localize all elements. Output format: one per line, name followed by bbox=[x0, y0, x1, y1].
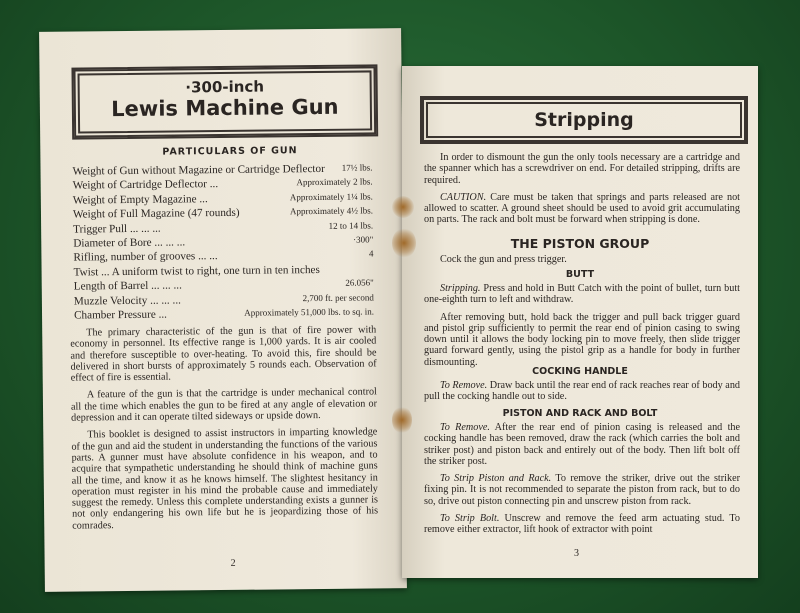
cocking-label: To Remove. bbox=[440, 380, 488, 391]
butt-label: Stripping. bbox=[440, 283, 481, 294]
strip-piston-text: To remove the striker, drive out the striker fixing pin. It is not recommended to separate the piston from rack, but to do so, drive out piston connecting pin and unscrew piston from rack. bbox=[424, 473, 740, 507]
strip-bolt-para bbox=[424, 513, 740, 536]
cocking-para bbox=[424, 380, 740, 403]
spec-value: 26.056" bbox=[345, 277, 374, 288]
title-line-1: ·300-inch bbox=[185, 77, 265, 97]
strip-piston-label: To Strip Piston and Rack. bbox=[440, 473, 552, 485]
cock-text: Cock the gun and press trigger. bbox=[440, 254, 567, 265]
spec-label: Trigger Pull ... ... ... bbox=[73, 222, 161, 236]
spec-value: Approximately 2 lbs. bbox=[296, 176, 373, 188]
spec-value: Approximately 4½ lbs. bbox=[289, 205, 374, 217]
right-body-top bbox=[424, 152, 740, 232]
stripping-title: Stripping bbox=[534, 109, 634, 131]
spec-label: Weight of Full Magazine (47 rounds) bbox=[72, 206, 240, 221]
strip-piston-para bbox=[424, 473, 740, 507]
intro-para: In order to dismount the gun the only tools necessary are a cartridge and the spanner which has a screwdriver on end. For detailed stripping, drifts are required. bbox=[424, 152, 740, 186]
left-title-box bbox=[73, 66, 376, 137]
specs-table bbox=[72, 162, 374, 323]
spec-value: Approximately 51,000 lbs. to sq. in. bbox=[244, 306, 375, 318]
left-page-number: 2 bbox=[230, 557, 236, 569]
spec-value: 2,700 ft. per second bbox=[302, 291, 374, 303]
right-title-box bbox=[422, 98, 746, 142]
spec-label: Diameter of Bore ... ... ... bbox=[73, 236, 186, 250]
caution-text: Care must be taken that springs and parts released are not allowed to scatter. A ground sheet should be used to avoid grit accumulating on parts. The rack and bolt must be forward when stripping is done. bbox=[424, 191, 741, 226]
pr-text: After the rear end of pinion casing is released and the cocking handle has been removed, draw the rack (which carries the bolt and striker post) and piston back and entirely out of the body. Then lift bolt off the striker post. bbox=[424, 422, 741, 467]
spec-label: Weight of Empty Magazine ... bbox=[72, 192, 208, 207]
rust-stain bbox=[392, 406, 412, 434]
cocking-section bbox=[424, 380, 740, 409]
piston-rack-section bbox=[424, 422, 740, 542]
spec-row bbox=[74, 306, 374, 324]
rust-stain bbox=[392, 228, 416, 258]
piston-group-heading: THE PISTON GROUP bbox=[510, 236, 650, 251]
cocking-text: Draw back until the rear end of rack reaches rear of body and pull the cocking handle out to side. bbox=[424, 380, 741, 403]
spec-label: Weight of Cartridge Deflector ... bbox=[72, 178, 219, 192]
left-body bbox=[70, 324, 378, 537]
butt-section bbox=[424, 283, 740, 374]
butt-heading: BUTT bbox=[565, 269, 595, 280]
para-3: This booklet is designed to assist instructors in imparting knowledge of the gun and aid the student in understanding the functions of the various parts. A gunner must have absolute confidence in his weapon, and to acquire that sympathetic understanding he should think of machine guns all the time, and know it as he knows himself. The slightest hesitancy in operation must register in his mind the probable cause and immediately suggest the remedy. Unless this complete understanding exists a gunner is not only endangering his own life but he is jeopardizing those of his comrades. bbox=[71, 426, 379, 532]
spec-value: ·300" bbox=[353, 234, 374, 245]
title-line-2: Lewis Machine Gun bbox=[111, 94, 339, 122]
spec-label: Muzzle Velocity ... ... ... bbox=[73, 293, 181, 308]
caution-label: CAUTION. bbox=[440, 191, 487, 203]
pr-label: To Remove. bbox=[440, 422, 490, 433]
spec-value: Approximately 1¼ lbs. bbox=[289, 191, 373, 203]
spec-label: Rifling, number of grooves ... ... bbox=[73, 250, 218, 264]
cocking-handle-heading: COCKING HANDLE bbox=[532, 366, 628, 377]
right-page-number: 3 bbox=[574, 548, 579, 559]
butt-para bbox=[424, 283, 740, 306]
spec-label: Weight of Gun without Magazine or Cartridge Deflector bbox=[72, 162, 325, 178]
rust-stain bbox=[392, 196, 414, 218]
left-page bbox=[39, 28, 407, 592]
strip-bolt-text: Unscrew and remove the feed arm actuating stud. To remove either extractor, lift hook of extractor with point bbox=[424, 513, 740, 536]
particulars-heading: PARTICULARS OF GUN bbox=[162, 145, 298, 158]
spec-label: Chamber Pressure ... bbox=[73, 308, 168, 322]
butt-text: Press and hold in Butt Catch with the point of bullet, turn butt one-eighth turn to left and withdraw. bbox=[424, 283, 740, 306]
para-2: A feature of the gun is that the cartridge is under mechanical control all the time which enables the gun to be fired at any angle of elevation or depression and it can operate tilted sideways or upside down. bbox=[70, 386, 378, 424]
strip-bolt-label: To Strip Bolt. bbox=[440, 513, 500, 525]
piston-rack-heading: PISTON AND RACK AND BOLT bbox=[502, 408, 658, 419]
spec-value: 12 to 14 lbs. bbox=[328, 219, 374, 231]
spec-label: Twist ... A uniform twist to right, one turn in ten inches bbox=[73, 263, 320, 279]
spec-label: Length of Barrel ... ... ... bbox=[73, 279, 182, 293]
right-page bbox=[402, 66, 758, 578]
caution-para bbox=[424, 192, 740, 226]
spec-value: 4 bbox=[368, 248, 374, 259]
butt-para-2: After removing butt, hold back the trigger and pull back trigger guard and pistol grip sufficiently to permit the rear end of pinion casing to swing down until it allows the body locking pin to move freely, then slide trigger guard forward gently, using the pistol grip as a handle for body in further dismounting. bbox=[424, 311, 740, 368]
pr-para bbox=[424, 422, 740, 467]
spec-value: 17½ lbs. bbox=[341, 162, 373, 173]
para-1: The primary characteristic of the gun is that of fire power with economy in personnel. Its effective range is 1,000 yards. It is air cooled and therefore susceptible to over-heating. To avoid this, fire should be delivered in short bursts of approximately 5 rounds each. Observation of effect of fire is essential. bbox=[70, 324, 377, 384]
